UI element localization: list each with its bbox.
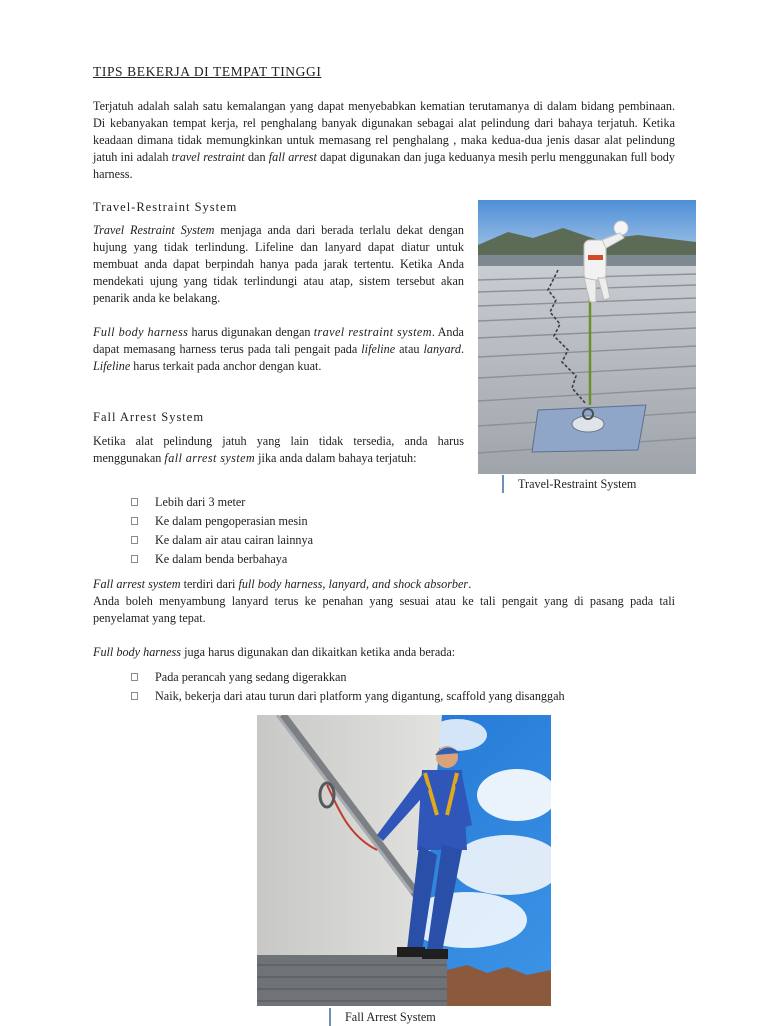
italic-full-body-harness: Full body harness xyxy=(93,325,189,339)
list-item-text: Ke dalam pengoperasian mesin xyxy=(155,514,308,528)
text-span: . Anda dapat memasang harness terus pada tali pengait pada xyxy=(93,325,464,356)
text-span: . xyxy=(460,342,464,356)
italic-lifeline: lifeline xyxy=(361,342,396,356)
intro-paragraph xyxy=(93,98,675,183)
list-item xyxy=(131,687,565,706)
bullet-box-icon xyxy=(131,555,138,563)
text-span: atau xyxy=(395,342,424,356)
fall-photo-caption: Fall Arrest System xyxy=(329,1008,436,1026)
list-item xyxy=(131,550,313,569)
italic-fall-arrest-system: fall arrest system xyxy=(164,451,256,465)
travel-photo-caption: Travel-Restraint System xyxy=(502,475,636,493)
bullet-box-icon xyxy=(131,673,138,681)
intro-italic-fall-arrest: fall arrest xyxy=(268,150,317,164)
intro-text-end: dapat digunakan dan juga keduanya mesih perlu menggunakan full body harness. xyxy=(93,150,675,181)
list-item xyxy=(131,668,565,687)
list-item-text: Pada perancah yang sedang digerakkan xyxy=(155,670,347,684)
harness-situation-list xyxy=(131,668,565,706)
bullet-box-icon xyxy=(131,498,138,506)
text-span: harus digunakan dengan xyxy=(188,325,314,339)
list-item-text: Lebih dari 3 meter xyxy=(155,495,246,509)
italic-travel-restraint-system: travel restraint system xyxy=(313,325,432,339)
text-span: harus terkait pada anchor dengan kuat. xyxy=(130,359,322,373)
bullet-box-icon xyxy=(131,536,138,544)
list-item-text: Ke dalam air atau cairan lainnya xyxy=(155,533,314,547)
intro-text: Terjatuh adalah salah satu kemalangan yang dapat menyebabkan kematian terutamanya di dalam bidang pembinaan. Di kebanyakan tempat kerja, rel penghalang banyak digunakan sebagai alat pelindung dari bahaya terjatuh. Ketika keadaan dimana tidak memungkinkan untuk memasang rel penghalang , maka kedua-dua jenis dasar alat pelindung jatuh ini adalah xyxy=(93,99,675,164)
list-item xyxy=(131,531,313,550)
fall-arrest-heading: Fall Arrest System xyxy=(93,410,205,424)
text-span: Ketika alat pelindung jatuh yang lain tidak tersedia, anda harus menggunakan xyxy=(93,434,464,465)
list-item-text: Ke dalam benda berbahaya xyxy=(155,552,288,566)
text-span: juga harus digunakan dan dikaitkan ketika anda berada: xyxy=(181,645,456,659)
fall-paragraph-2 xyxy=(93,576,675,627)
fall-arrest-photo xyxy=(257,715,551,1006)
bullet-box-icon xyxy=(131,692,138,700)
list-item xyxy=(131,512,313,531)
text-span: jika anda dalam bahaya terjatuh: xyxy=(255,451,417,465)
travel-p1-text: menjaga anda dari berada terlalu dekat dengan hujung yang tidak terlindung. Lifeline dan lanyard dapat diatur untuk membuat anda dapat berpindah hanya pada jarak tertentu. Ketika Anda mendekati ujung yang tidak terlindungi atau atap, sistem tersebut akan penarik anda ke belakang. xyxy=(93,223,464,305)
travel-paragraph-2 xyxy=(93,324,464,375)
travel-paragraph-1 xyxy=(93,222,464,307)
text-span: terdiri dari xyxy=(180,577,239,591)
italic-full-body-harness-2: Full body harness xyxy=(93,645,182,659)
list-item-text: Naik, bekerja dari atau turun dari platform yang digantung, scaffold yang disanggah xyxy=(155,689,565,703)
list-item xyxy=(131,493,313,512)
intro-text-mid: dan xyxy=(244,150,269,164)
text-span: . xyxy=(468,577,472,591)
travel-restraint-heading: Travel-Restraint System xyxy=(93,200,238,214)
roof-worker-illustration xyxy=(478,200,696,474)
fall-paragraph-1 xyxy=(93,433,464,467)
fall-arrest-worker-illustration xyxy=(257,715,551,1006)
travel-italic-term: Travel Restraint System xyxy=(93,223,215,237)
italic-fall-arrest-system-2: Fall arrest system xyxy=(93,577,181,591)
height-hazard-list xyxy=(131,493,313,569)
bullet-box-icon xyxy=(131,517,138,525)
intro-italic-travel-restraint: travel restraint xyxy=(171,150,245,164)
page-title: TIPS BEKERJA DI TEMPAT TINGGI xyxy=(93,64,322,79)
fall-paragraph-3: Anda boleh menyambung lanyard terus ke penahan yang sesuai atau ke tali pengait yang di pasang pada tali penyelamat yang tepat. xyxy=(93,594,675,625)
travel-restraint-photo xyxy=(478,200,696,474)
italic-lifeline-2: Lifeline xyxy=(93,359,131,373)
italic-lanyard: lanyard xyxy=(423,342,461,356)
italic-components: full body harness, lanyard, and shock absorber xyxy=(238,577,469,591)
fall-paragraph-4 xyxy=(93,644,675,661)
